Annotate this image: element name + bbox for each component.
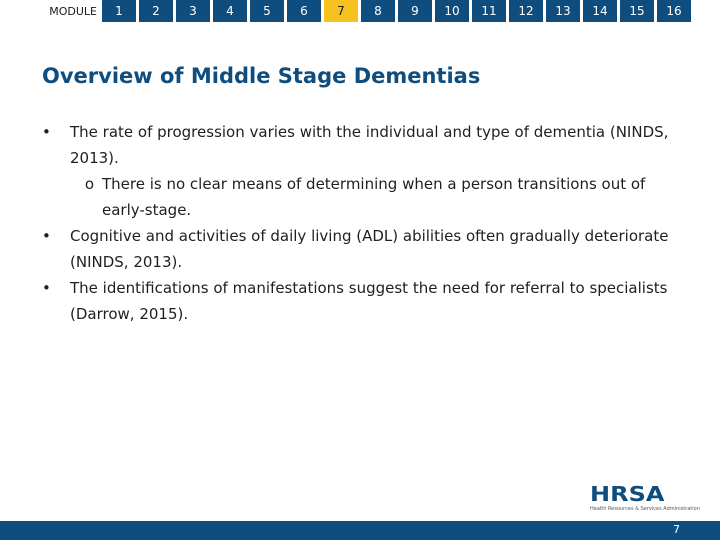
bullet-item xyxy=(42,223,682,275)
hrsa-logo xyxy=(590,482,700,518)
slide-body xyxy=(42,119,682,327)
module-label: MODULE xyxy=(0,0,100,22)
logo-subtitle: Health Resources & Services Administration xyxy=(590,506,700,512)
module-tab-11[interactable]: 11 xyxy=(472,0,506,22)
bullet-item xyxy=(42,119,682,171)
module-tab-1[interactable]: 1 xyxy=(102,0,136,22)
module-tab-6[interactable]: 6 xyxy=(287,0,321,22)
module-nav-bar xyxy=(0,0,720,22)
slide-title: Overview of Middle Stage Dementias xyxy=(42,64,481,88)
module-tab-3[interactable]: 3 xyxy=(176,0,210,22)
module-tab-2[interactable]: 2 xyxy=(139,0,173,22)
sub-bullet-item xyxy=(70,171,682,223)
bullet-marker: • xyxy=(42,123,51,141)
sub-bullet-text: There is no clear means of determining when a person transitions out of early-stage. xyxy=(102,175,646,219)
bullet-text: The identifications of manifestations suggest the need for referral to specialists (Darrow, 2015). xyxy=(70,279,668,323)
module-tab-16[interactable]: 16 xyxy=(657,0,691,22)
module-tab-14[interactable]: 14 xyxy=(583,0,617,22)
module-tab-9[interactable]: 9 xyxy=(398,0,432,22)
bullet-marker: • xyxy=(42,279,51,297)
module-tab-8[interactable]: 8 xyxy=(361,0,395,22)
bullet-item xyxy=(42,275,682,327)
footer-bar xyxy=(0,521,720,540)
module-tabs xyxy=(102,0,691,22)
module-tab-15[interactable]: 15 xyxy=(620,0,654,22)
module-tab-13[interactable]: 13 xyxy=(546,0,580,22)
module-tab-7-active[interactable]: 7 xyxy=(324,0,358,22)
logo-wordmark: HRSA xyxy=(590,482,665,507)
sub-bullet-marker: o xyxy=(84,175,94,193)
bullet-text: Cognitive and activities of daily living (ADL) abilities often gradually deteriorate (NINDS, 2013). xyxy=(70,227,669,271)
module-tab-10[interactable]: 10 xyxy=(435,0,469,22)
module-tab-4[interactable]: 4 xyxy=(213,0,247,22)
page-number: 7 xyxy=(673,523,680,536)
bullet-marker: • xyxy=(42,227,51,245)
module-tab-5[interactable]: 5 xyxy=(250,0,284,22)
module-tab-12[interactable]: 12 xyxy=(509,0,543,22)
bullet-text: The rate of progression varies with the individual and type of dementia (NINDS, 2013). xyxy=(70,123,669,167)
